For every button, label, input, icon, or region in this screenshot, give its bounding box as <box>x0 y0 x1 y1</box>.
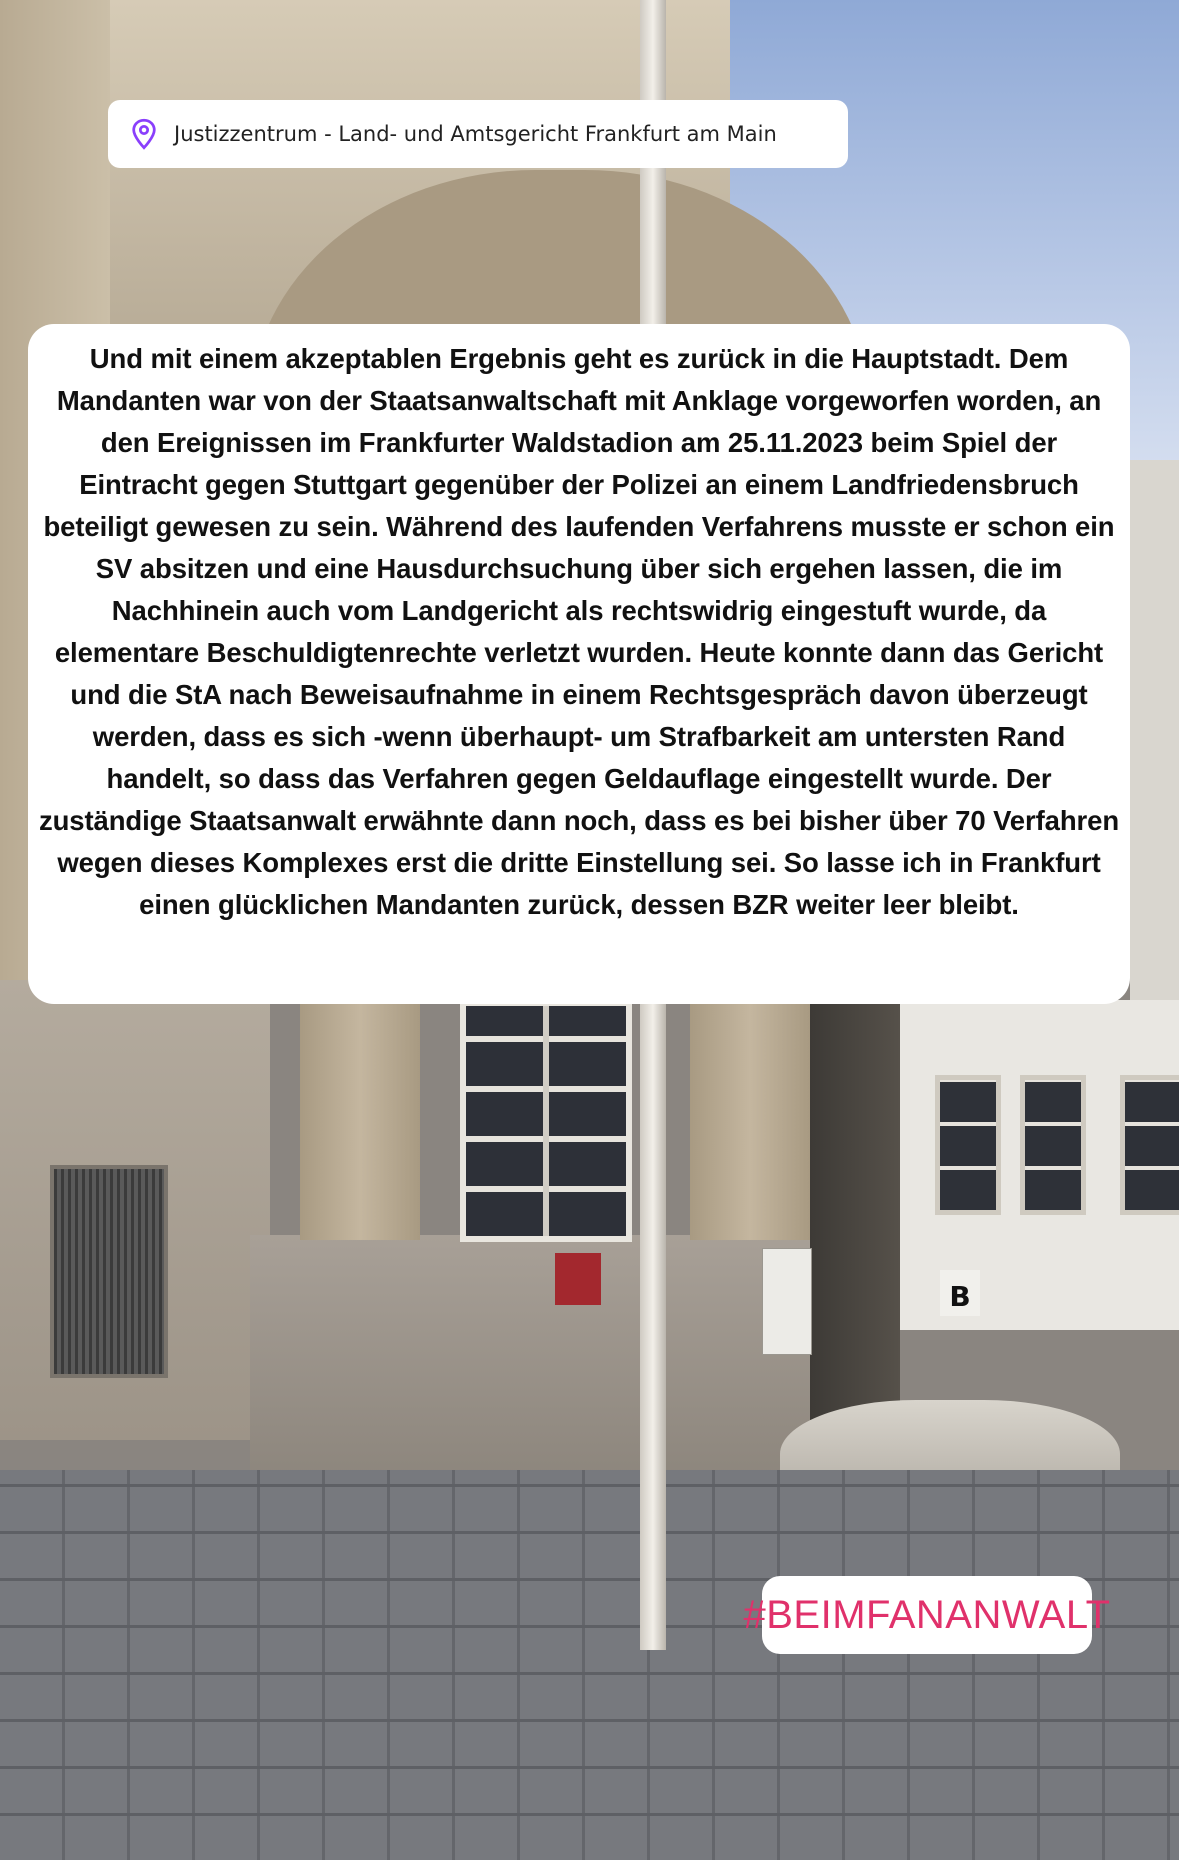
info-sign <box>762 1248 812 1355</box>
entrance-door <box>810 1000 900 1420</box>
pavement <box>0 1470 1179 1860</box>
right-window <box>1020 1075 1086 1215</box>
right-window <box>1120 1075 1179 1215</box>
caption-text: Und mit einem akzeptablen Ergebnis geht es zurück in die Hauptstadt. Dem Mandanten war von der Staatsanwaltschaft mit Anklage vorgeworfen worden, an den Ereignissen im Frankfurter Waldstadion am 25.11.2023 beim Spiel der Eintracht gegen Stuttgart gegenüber der Polizei an einem Landfriedensbruch beteiligt gewesen zu sein. Während des laufenden Verfahrens musste er schon ein SV absitzen und eine Hausdurchsuchung über sich ergehen lassen, die im Nachhinein auch vom Landgericht als rechtswidrig eingestuft wurde, da elementare Beschuldigtenrechte verletzt wurden. Heute konnte dann das Gericht und die StA nach Beweisaufnahme in einem Rechtsgespräch davon überzeugt werden, dass es sich -wenn überhaupt- um Strafbarkeit am untersten Rand handelt, so dass das Verfahren gegen Geldauflage eingestellt wurde. Der zuständige Staatsanwalt erwähnte dann noch, dass es bei bisher über 70 Verfahren wegen dieses Komplexes erst die dritte Einstellung sei. So lasse ich in Frankfurt einen glücklichen Mandanten zurück, dessen BZR weiter leer bleibt. <box>38 343 1120 920</box>
window-grille <box>50 1165 168 1378</box>
column <box>300 1000 420 1240</box>
right-building-upper <box>1130 460 1179 1020</box>
hashtag-label: #BEIMFANANWALT <box>743 1592 1111 1637</box>
column <box>690 1000 810 1240</box>
location-pin-icon <box>130 118 158 150</box>
location-sticker[interactable] <box>108 100 848 168</box>
main-window <box>460 1000 632 1242</box>
red-sign <box>555 1253 601 1305</box>
stone-wall-base <box>250 1235 830 1485</box>
hashtag-sticker[interactable] <box>743 1576 1111 1654</box>
caption-box <box>28 324 1130 1004</box>
building-sign: B <box>940 1270 980 1316</box>
right-window <box>935 1075 1001 1215</box>
location-label: Justizzentrum - Land- und Amtsgericht Frankfurt am Main <box>174 122 777 146</box>
